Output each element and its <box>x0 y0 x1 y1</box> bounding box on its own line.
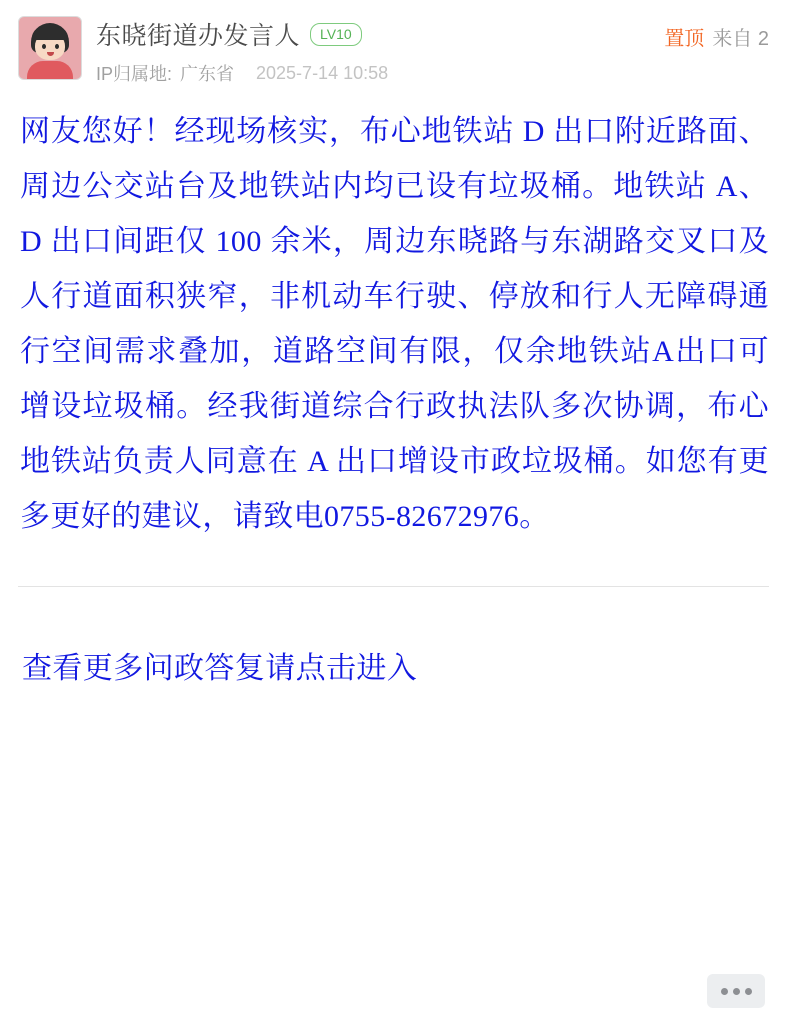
level-badge: LV10 <box>310 23 362 46</box>
author-name-row <box>96 16 664 52</box>
ip-location-value: 广东省 <box>180 64 235 84</box>
author-name[interactable]: 东晓街道办发言人 <box>96 22 301 50</box>
post-timestamp: 2025-7-14 10:58 <box>256 62 389 83</box>
post-header-right <box>664 16 769 51</box>
pinned-badge: 置顶 <box>664 28 705 50</box>
view-more-link[interactable]: 查看更多问政答复请点击进入 <box>22 652 418 685</box>
more-dot-3 <box>745 988 752 995</box>
more-dot-2 <box>733 988 740 995</box>
author-info <box>96 16 664 86</box>
avatar-fringe <box>32 27 68 40</box>
avatar-eye-left <box>42 44 46 49</box>
avatar-body <box>27 61 73 80</box>
post-content: 网友您好！经现场核实，布心地铁站 D 出口附近路面、周边公交站台及地铁站内均已设有垃圾桶。地铁站 A、D 出口间距仅 100 余米，周边东晓路与东湖路交叉口及人行道面积狭窄，非机动车行驶、停放和行人无障碍通行空间需求叠加，道路空间有限，仅余地铁站A出口可增设垃圾桶。经我街道综合行政执法队多次协调，布心地铁站负责人同意在 A 出口增设市政垃圾桶。如您有更多更好的建议，请致电0755-82672976。 <box>20 115 769 533</box>
avatar[interactable] <box>18 16 82 80</box>
more-dots-icon[interactable] <box>707 974 765 1008</box>
post-meta <box>96 60 664 86</box>
avatar-eye-right <box>55 44 59 49</box>
post-source-label: 来自 2 <box>712 28 769 50</box>
post-header <box>0 0 787 86</box>
ip-location-label: IP归属地: <box>96 64 173 84</box>
more-dot-1 <box>721 988 728 995</box>
